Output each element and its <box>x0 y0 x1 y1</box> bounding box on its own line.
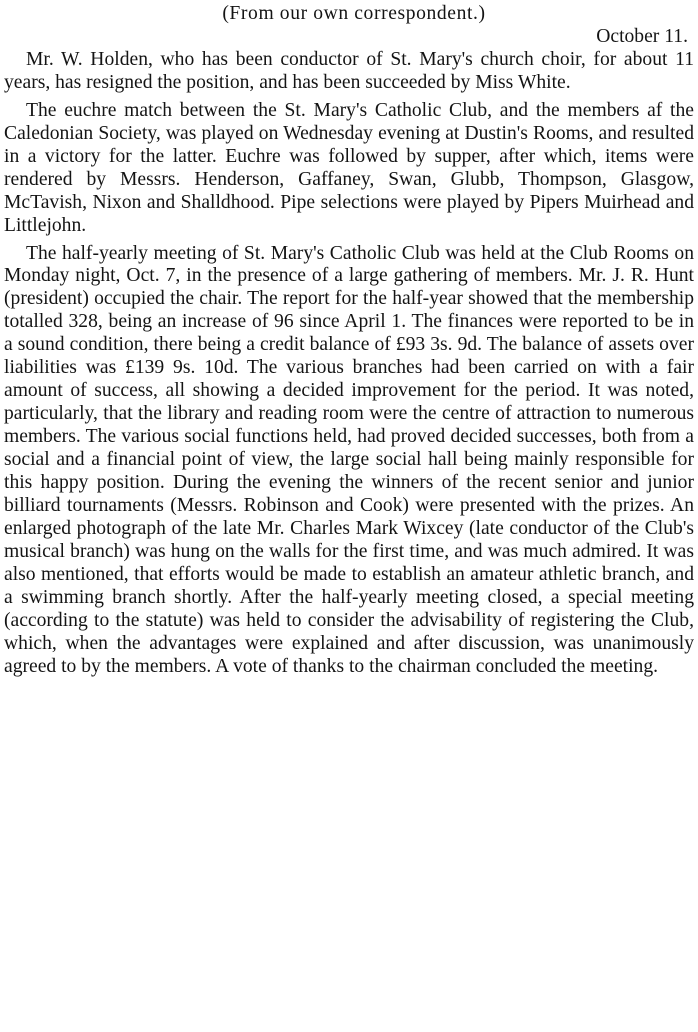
paragraph-choir-conductor: Mr. W. Holden, who has been conductor of St. Mary's church choir, for about 11 years, has resigned the position, and has been succeeded by Miss White. <box>4 48 694 93</box>
newspaper-column <box>4 3 694 679</box>
paragraph-euchre-match: The euchre match between the St. Mary's Catholic Club, and the members af the Caledonian Society, was played on Wednesday evening at Dustin's Rooms, and resulted in a victory for the latter. Euchre was followed by supper, after which, items were rendered by Messrs. Henderson, Gaffaney, Swan, Glubb, Thompson, Glasgow, McTavish, Nixon and Shalldhood. Pipe selections were played by Pipers Muirhead and Littlejohn. <box>4 99 694 236</box>
byline: (From our own correspondent.) <box>222 3 486 24</box>
paragraph-half-yearly-meeting: The half-yearly meeting of St. Mary's Catholic Club was held at the Club Rooms on Monday night, Oct. 7, in the presence of a large gathering of members. Mr. J. R. Hunt (president) occupied the chair. The report for the half-year showed that the membership totalled 328, being an increase of 96 since April 1. The finances were reported to be in a sound condition, there being a credit balance of £93 3s. 9d. The balance of assets over liabilities was £139 9s. 10d. The various branches had been carried on with a fair amount of success, all showing a decided improvement for the period. It was noted, particularly, that the library and reading room were the centre of attraction to numerous members. The various social functions held, had proved decided successes, both from a social and a financial point of view, the large social hall being mainly responsible for this happy position. During the evening the winners of the recent senior and junior billiard tournaments (Messrs. Robinson and Cook) were presented with the prizes. An enlarged photograph of the late Mr. Charles Mark Wixcey (late conductor of the Club's musical branch) was hung on the walls for the first time, and was much admired. It was also mentioned, that efforts would be made to establish an amateur athletic branch, and a swimming branch shortly. After the half-yearly meeting closed, a special meeting (according to the statute) was held to consider the advisability of registering the Club, which, when the advantages were explained and after discussion, was unanimously agreed to by the members. A vote of thanks to the chairman concluded the meeting. <box>4 242 694 677</box>
dateline: October 11. <box>596 25 688 47</box>
